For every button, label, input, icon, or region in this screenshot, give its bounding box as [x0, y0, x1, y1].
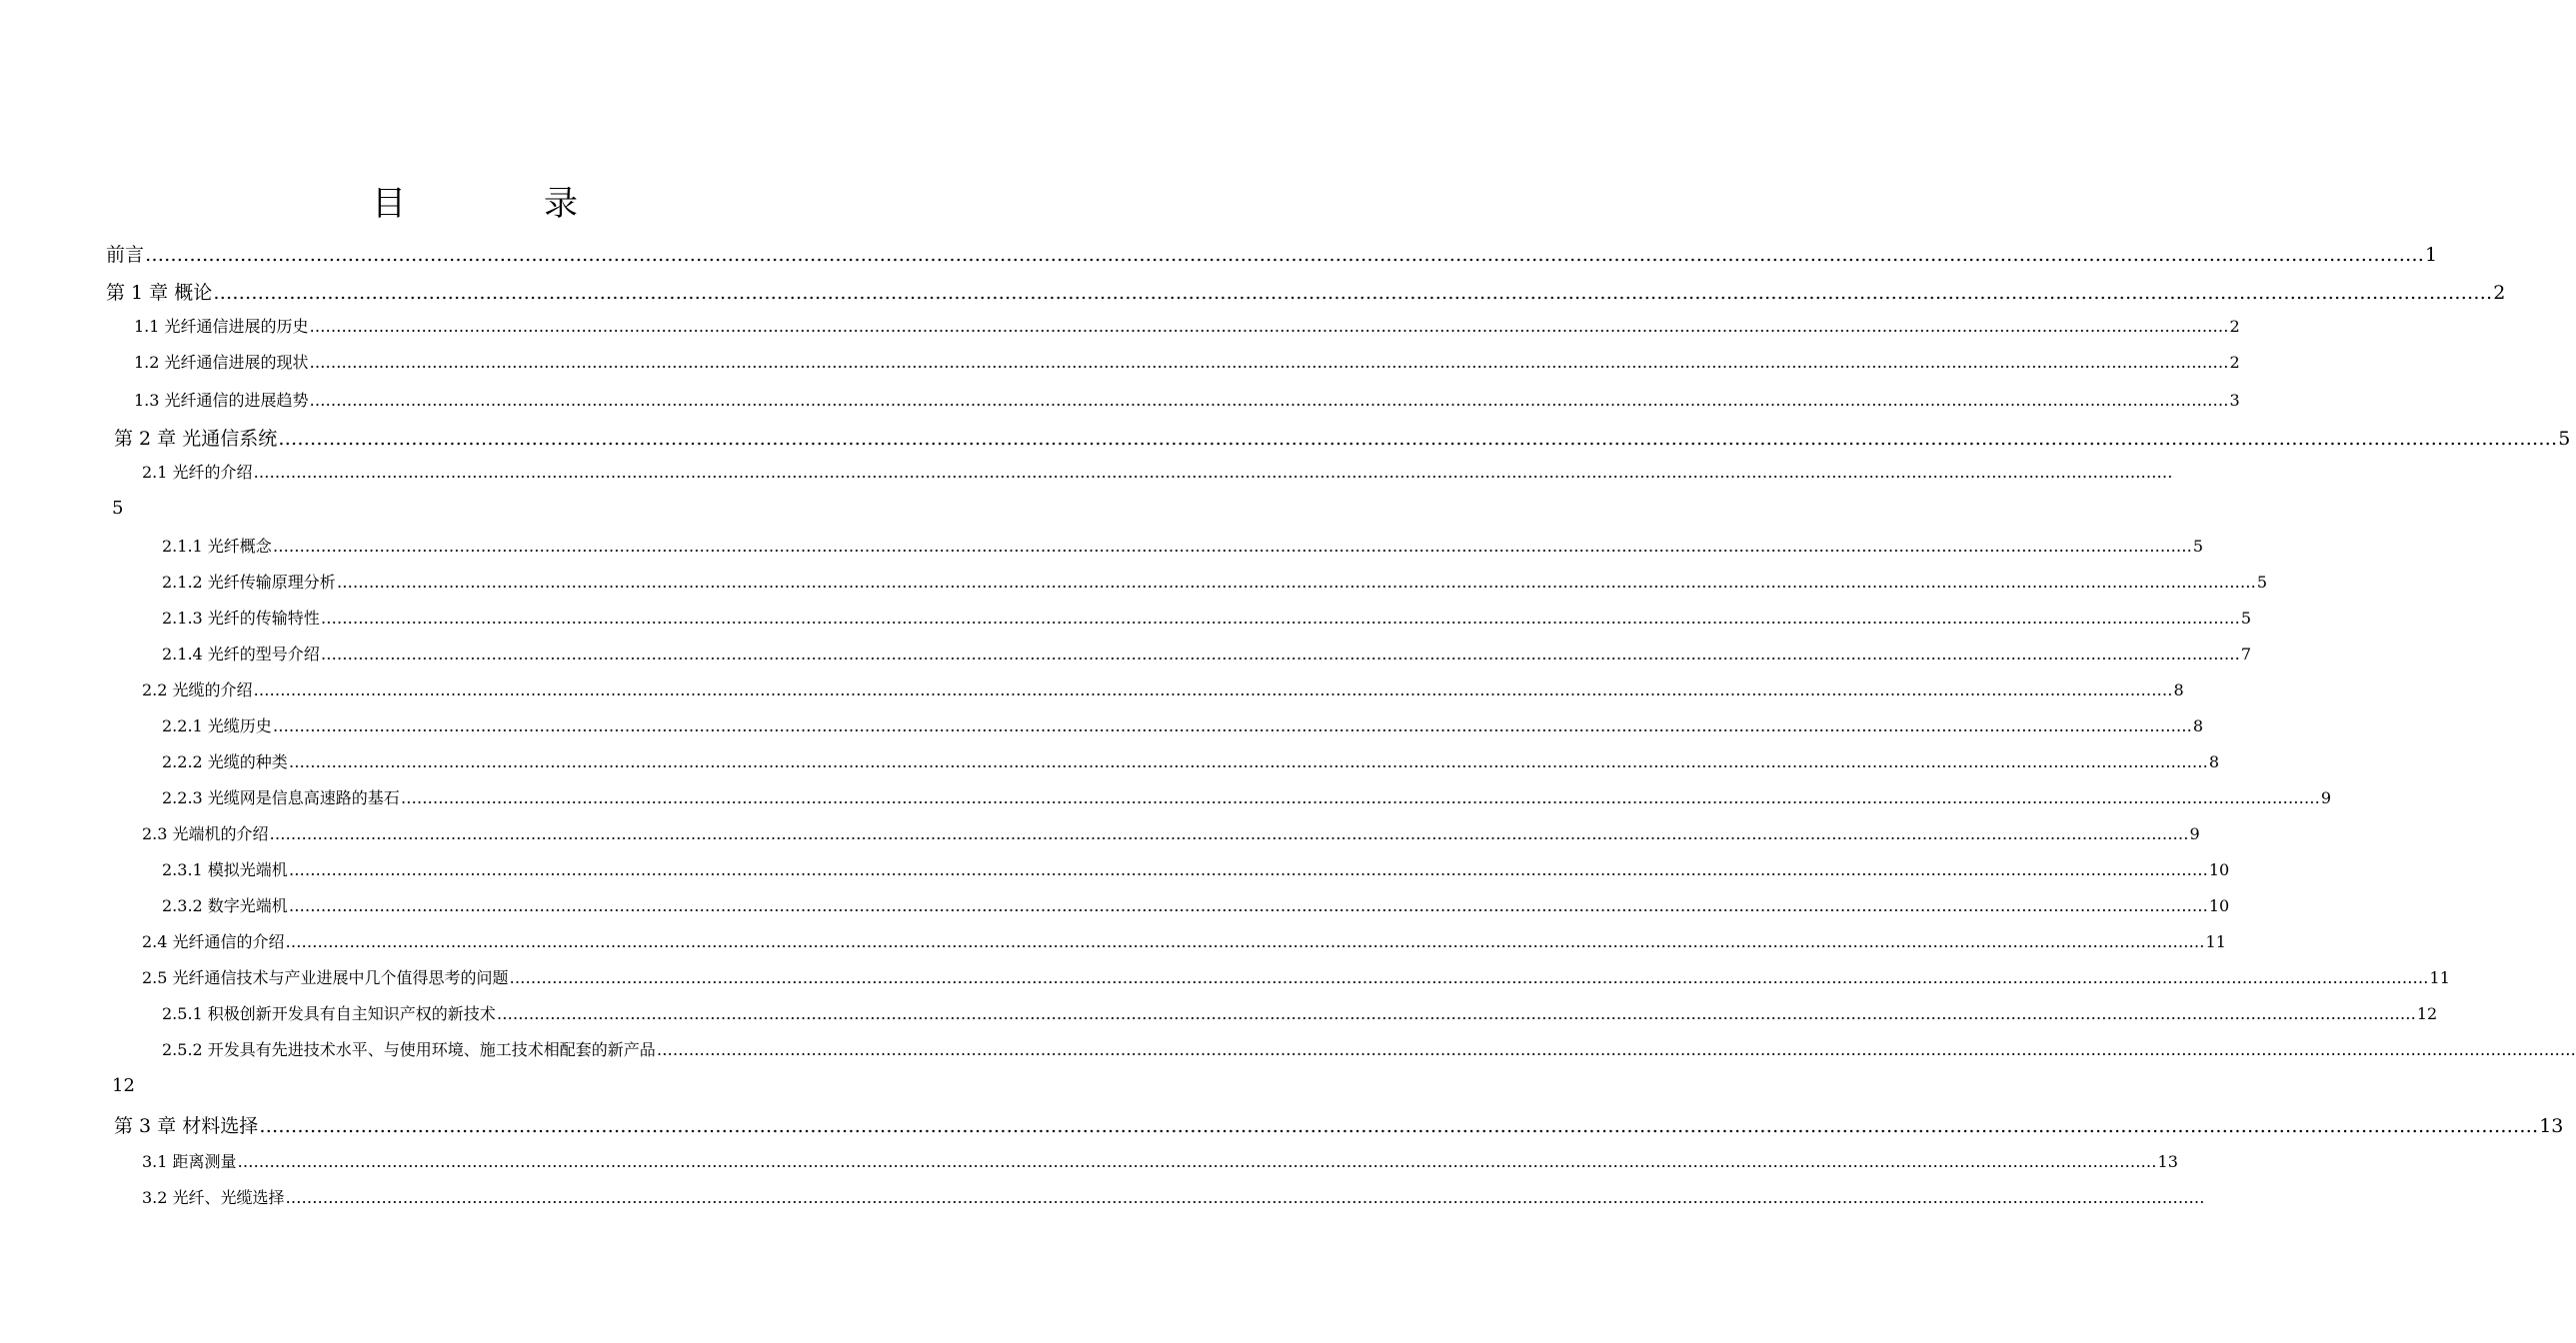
toc-leader-dots: ……………………………………………………………………………………………………………………………………………………………………………………………………………………………………………………………………………………………………………………………… [309, 391, 2229, 410]
toc-leader-dots: ……………………………………………………………………………………………………………………………………………………………………………………………………………………………………………………………………………………………………………………………… [288, 896, 2208, 915]
toc-entry[interactable] [106, 240, 2438, 270]
toc-entry-label: 2.2.1 光缆历史 [162, 716, 272, 735]
toc-entry-label: 2.5.1 积极创新开发具有自主知识产权的新技术 [162, 1004, 496, 1023]
toc-entry-page: 3 [2229, 391, 2240, 410]
toc-entry-label: 1.3 光纤通信的进展趋势 [134, 391, 309, 410]
toc-entry[interactable] [142, 965, 2450, 995]
toc-entry-page: 12 [112, 1075, 135, 1096]
toc-entry-label: 2.1.1 光纤概念 [162, 537, 272, 556]
toc-entry-label: 2.3.1 模拟光端机 [162, 860, 288, 879]
toc-entry[interactable] [162, 570, 2267, 600]
toc-entry[interactable] [162, 1001, 2438, 1031]
toc-entry[interactable] [114, 424, 2571, 454]
toc-entry[interactable] [162, 785, 2331, 815]
toc-leader-dots: ……………………………………………………………………………………………………………………………………………………………………………………………………………………………………………………………………………………………………………………………… [253, 463, 2173, 482]
toc-entry-label: 2.2.2 光缆的种类 [162, 752, 288, 771]
toc-title: 目 录 [372, 184, 630, 224]
toc-leader-dots: ……………………………………………………………………………………………………………………………………………………………………………………………………………………………………………………………………………………………………………………………… [285, 1188, 2205, 1207]
toc-entry-label: 第 1 章 概论 [106, 282, 213, 304]
toc-leader-dots: ……………………………………………………………………………………………………………………………………………………………………………………………………………………………………………………………………………………………………………………………… [320, 609, 2240, 628]
toc-entry[interactable] [134, 388, 2240, 418]
toc-leader-dots: ……………………………………………………………………………………………………………………………………………………………………………………………………………………………………………………………………………………………………………………………… [272, 537, 2192, 556]
toc-entry[interactable] [162, 606, 2251, 636]
toc-entry[interactable] [142, 677, 2184, 707]
toc-entry-page: 10 [2208, 860, 2230, 879]
toc-leader-dots: ……………………………………………………………………………………………………………………………………………………………………………………………………………………………………………………………………………………………………………………………… [285, 932, 2205, 951]
toc-entry-page: 2 [2229, 317, 2240, 336]
toc-entry-page: 9 [2189, 824, 2200, 843]
toc-leader-dots: ……………………………………………………………………………………………………………………………………………………………………………………………………………………………………………………………………………………………………………………………… [237, 1152, 2157, 1171]
toc-leader-dots: ……………………………………………………………………………………………………………………………………………………………………………………………………………………………………………………………………………………………………………………………… [336, 573, 2256, 592]
toc-leader-dots: ……………………………………………………………………………………………………………………………………………………………………………………………………………………………………………………………………………………………………………………………… [253, 680, 2173, 699]
toc-entry-page: 13 [2157, 1152, 2178, 1171]
toc-leader-dots: ……………………………………………………………………………………………………………………………………………………………………………………………………………………………………………………………………………………………………………………………… [309, 353, 2229, 372]
toc-leader-dots: ……………………………………………………………………………………………………………………………………………………………………………………………………………………………………………………………………………………………………………………………… [509, 968, 2429, 987]
toc-entry-page: 5 [112, 498, 124, 519]
toc-leader-dots: ……………………………………………………………………………………………………………………………………………………………………………………………………………………………………………………………………………………………………………………………… [278, 428, 2558, 450]
toc-entry-page: 5 [2256, 573, 2267, 592]
toc-entry-label: 2.2.3 光缆网是信息高速路的基石 [162, 788, 400, 807]
toc-entry-label: 2.1.4 光纤的型号介绍 [162, 645, 320, 664]
toc-leader-dots: ……………………………………………………………………………………………………………………………………………………………………………………………………………………………………………………………………………………………………………………………… [259, 1115, 2539, 1137]
toc-leader-dots: ……………………………………………………………………………………………………………………………………………………………………………………………………………………………………………………………………………………………………………………………… [269, 824, 2189, 843]
toc-entry-page: 5 [2558, 428, 2571, 450]
toc-entry-label: 2.5.2 开发具有先进技术水平、与使用环境、施工技术相配套的新产品 [162, 1040, 656, 1059]
toc-entry[interactable] [162, 893, 2230, 923]
toc-entry[interactable] [106, 278, 2506, 308]
toc-leader-dots: ……………………………………………………………………………………………………………………………………………………………………………………………………………………………………………………………………………………………………………………………… [213, 282, 2493, 304]
toc-leader-dots: ……………………………………………………………………………………………………………………………………………………………………………………………………………………………………………………………………………………………………………………………… [145, 244, 2425, 266]
toc-entry-label: 2.3.2 数字光端机 [162, 896, 288, 915]
toc-entry-label: 2.3 光端机的介绍 [142, 824, 269, 843]
toc-leader-dots: ……………………………………………………………………………………………………………………………………………………………………………………………………………………………………………………………………………………………………………………………… [400, 788, 2320, 807]
toc-entry-label: 2.1 光纤的介绍 [142, 463, 253, 482]
toc-entry-label: 第 2 章 光通信系统 [114, 428, 278, 450]
toc-entry-page: 5 [2240, 609, 2251, 628]
toc-entry-page: 11 [2205, 932, 2226, 951]
toc-leader-dots: ……………………………………………………………………………………………………………………………………………………………………………………………………………………………………………………………………………………………………………………………… [288, 860, 2208, 879]
toc-entry[interactable] [162, 713, 2203, 743]
toc-entry[interactable] [142, 929, 2226, 959]
toc-entry-page: 10 [2208, 896, 2230, 915]
toc-entry[interactable] [162, 749, 2219, 779]
toc-entry[interactable] [142, 821, 2200, 851]
toc-entry-label: 3.2 光纤、光缆选择 [142, 1188, 285, 1207]
toc-entry[interactable] [134, 314, 2240, 344]
toc-entry-label: 2.4 光纤通信的介绍 [142, 932, 285, 951]
toc-leader-dots: ……………………………………………………………………………………………………………………………………………………………………………………………………………………………………………………………………………………………………………………………… [320, 645, 2240, 664]
toc-entry-page: 8 [2173, 680, 2184, 699]
toc-entry[interactable] [142, 460, 2173, 490]
toc-entry-page: 12 [2416, 1004, 2438, 1023]
toc-entry-page: 2 [2493, 282, 2506, 304]
toc-entry-page: 2 [2229, 353, 2240, 372]
toc-entry-page: 8 [2192, 716, 2203, 735]
toc-leader-dots: ……………………………………………………………………………………………………………………………………………………………………………………………………………………………………………………………………………………………………………………………… [272, 716, 2192, 735]
toc-entry-label: 2.1.3 光纤的传输特性 [162, 609, 320, 628]
toc-entry[interactable] [134, 350, 2240, 380]
toc-entry-label: 第 3 章 材料选择 [114, 1115, 259, 1137]
toc-leader-dots: ……………………………………………………………………………………………………………………………………………………………………………………………………………………………………………………………………………………………………………………………… [309, 317, 2229, 336]
toc-entry-page: 8 [2208, 752, 2219, 771]
toc-entry-page: 11 [2429, 968, 2450, 987]
toc-entry[interactable] [114, 1111, 2564, 1141]
toc-entry-label: 1.1 光纤通信进展的历史 [134, 317, 309, 336]
toc-entry[interactable] [142, 1149, 2178, 1179]
toc-leader-dots: ……………………………………………………………………………………………………………………………………………………………………………………………………………………………………………………………………………………………………………………………… [656, 1040, 2576, 1059]
toc-entry-label: 1.2 光纤通信进展的现状 [134, 353, 309, 372]
toc-entry-label: 2.1.2 光纤传输原理分析 [162, 573, 336, 592]
toc-entry[interactable] [162, 534, 2203, 564]
toc-leader-dots: ……………………………………………………………………………………………………………………………………………………………………………………………………………………………………………………………………………………………………………………………… [496, 1004, 2416, 1023]
toc-entry-label: 2.5 光纤通信技术与产业进展中几个值得思考的问题 [142, 968, 509, 987]
toc-entry-page: 13 [2539, 1115, 2564, 1137]
toc-entry-page: 7 [2240, 645, 2251, 664]
toc-entry-page: 1 [2425, 244, 2438, 266]
toc-entry-label: 3.1 距离测量 [142, 1152, 237, 1171]
toc-entry-label: 2.2 光缆的介绍 [142, 680, 253, 699]
toc-entry-page: 5 [2192, 537, 2203, 556]
toc-entry[interactable] [162, 1037, 2576, 1067]
toc-leader-dots: ……………………………………………………………………………………………………………………………………………………………………………………………………………………………………………………………………………………………………………………………… [288, 752, 2208, 771]
toc-entry-page: 9 [2320, 788, 2331, 807]
toc-entry[interactable] [162, 857, 2230, 887]
toc-entry[interactable] [162, 642, 2251, 672]
toc-entry[interactable] [142, 1185, 2205, 1215]
toc-entry-label: 前言 [106, 244, 145, 266]
